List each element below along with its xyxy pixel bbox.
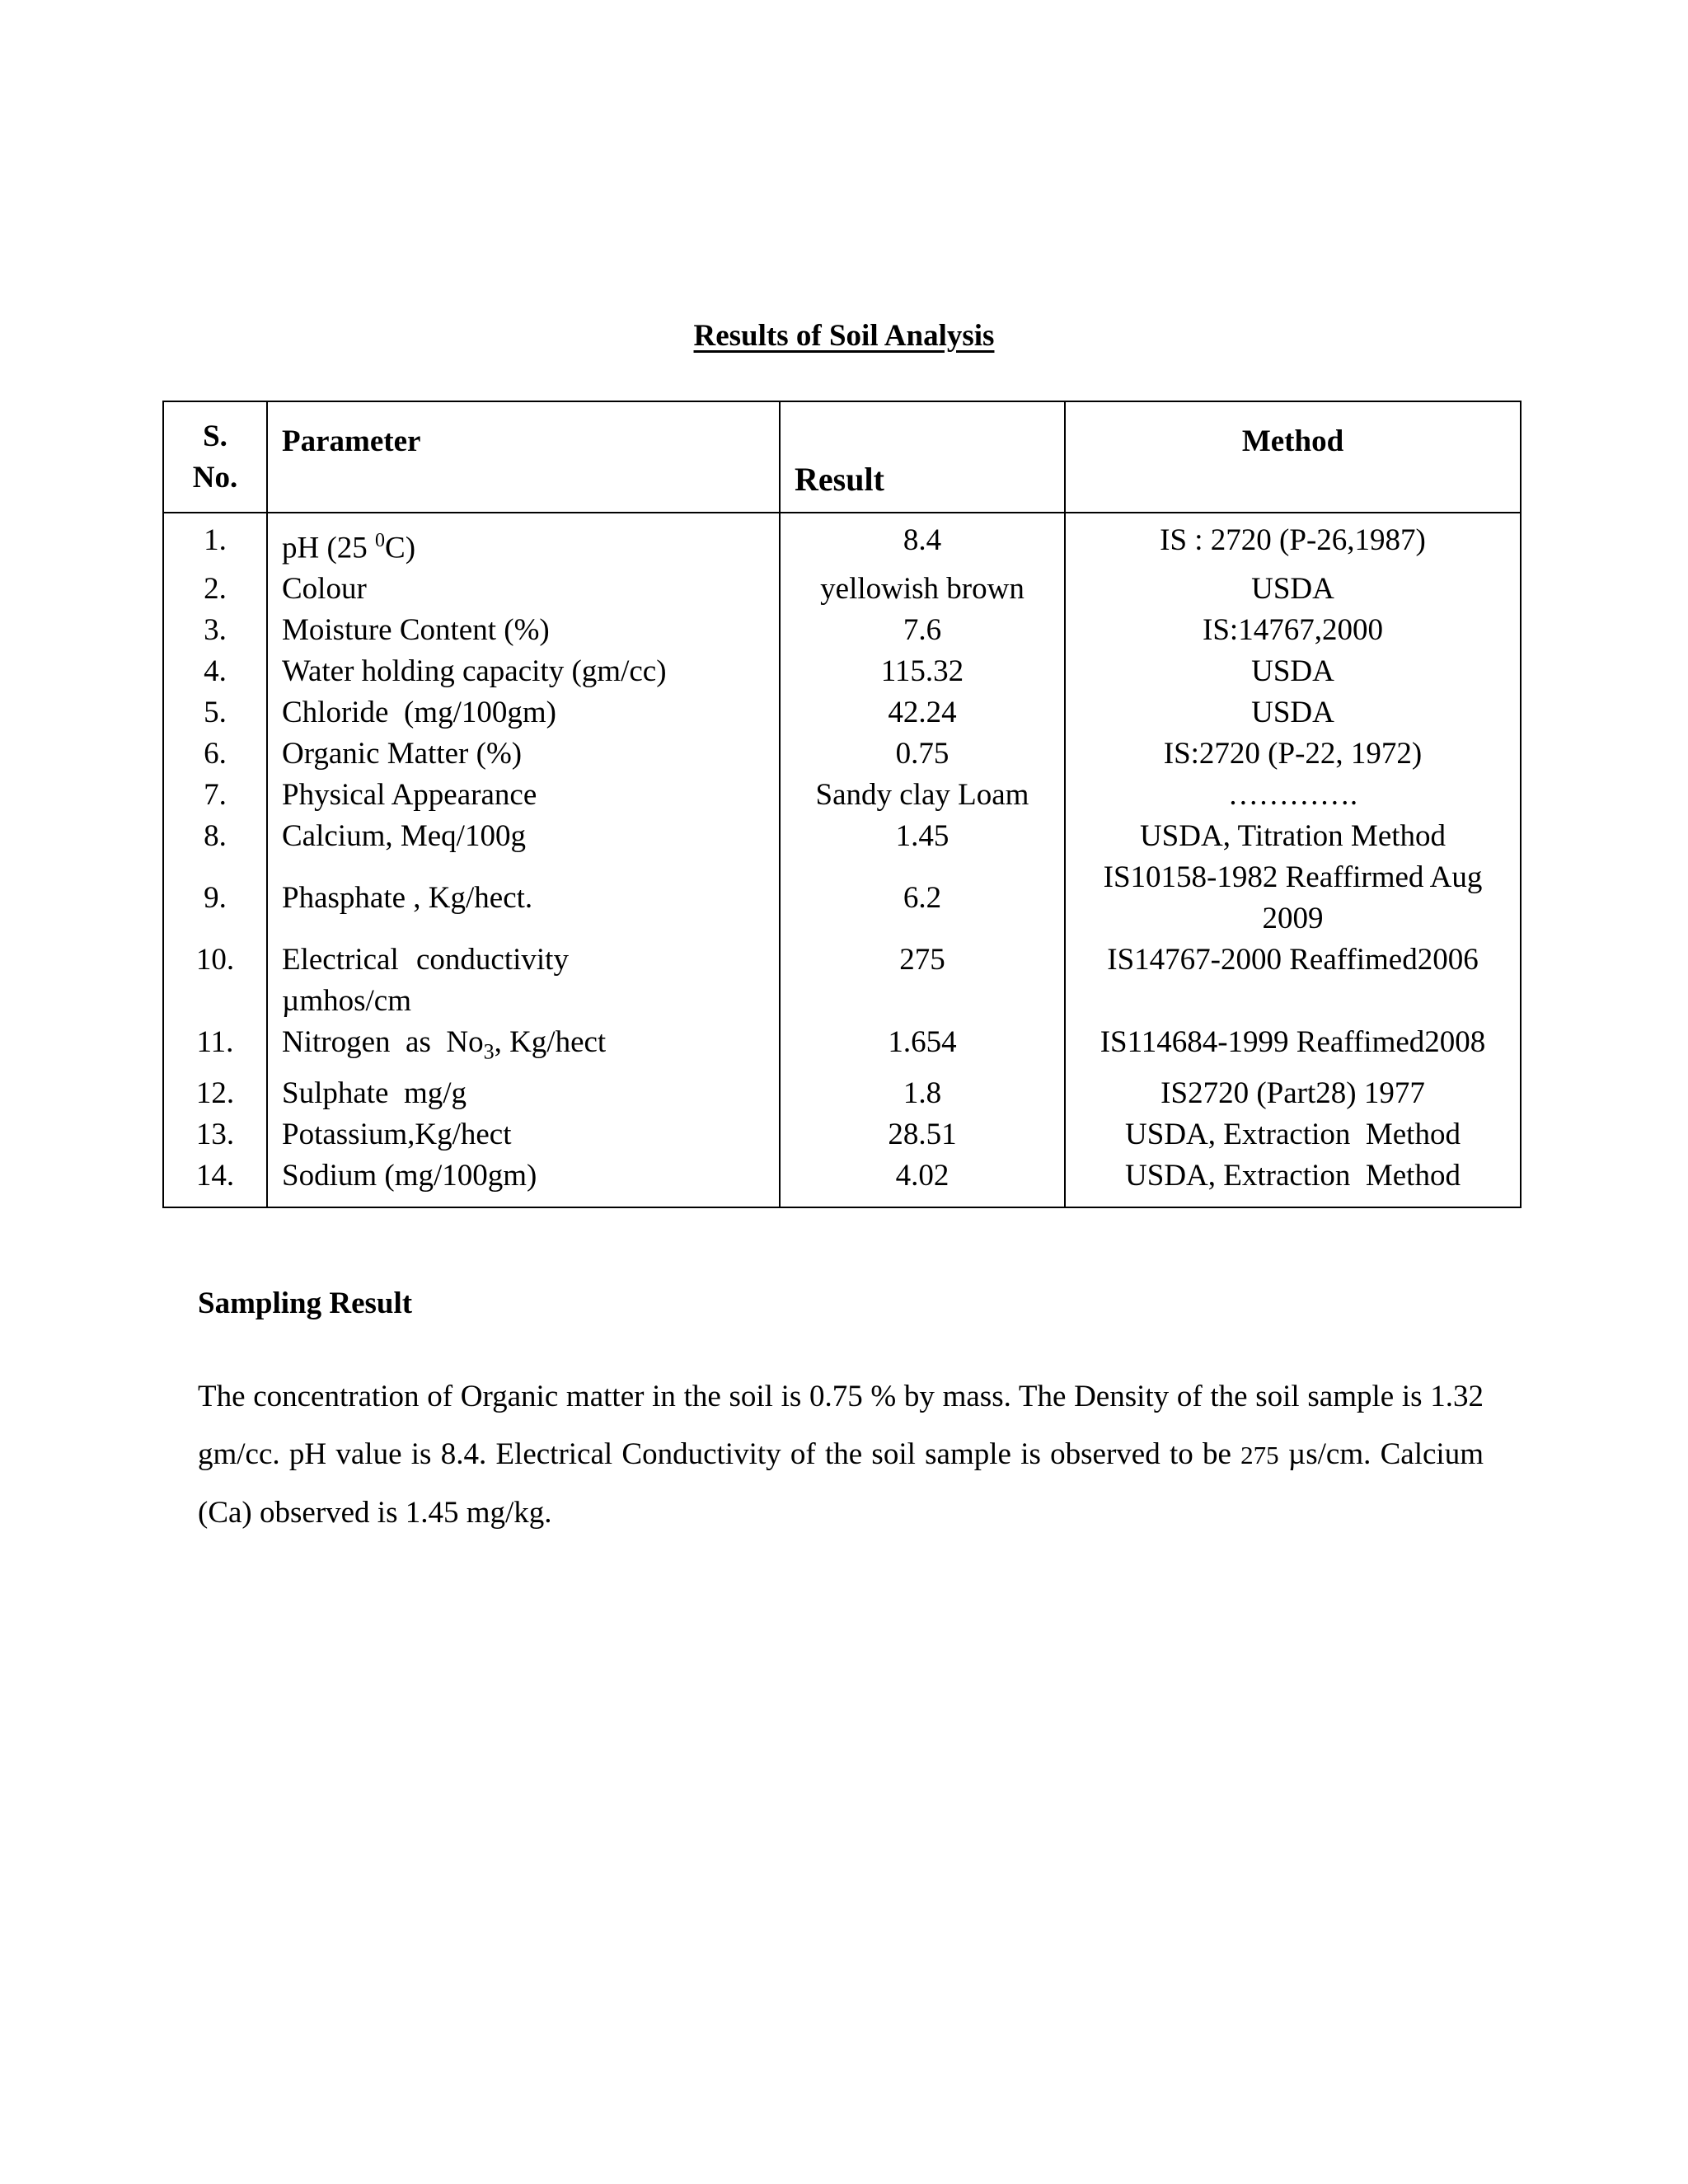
row-parameter: pH (25 $^0$C) bbox=[267, 513, 780, 569]
row-parameter: Physical Appearance bbox=[267, 775, 780, 816]
row-result: Sandy clay Loam bbox=[780, 775, 1065, 816]
row-parameter: Water holding capacity (gm/cc) bbox=[267, 651, 780, 692]
row-result: 1.654 bbox=[780, 1022, 1065, 1072]
row-parameter: Calcium, Meq/100g bbox=[267, 816, 780, 857]
soil-analysis-table bbox=[162, 401, 1522, 1208]
row-sno: 9. bbox=[163, 857, 267, 940]
row-method: USDA, Extraction Method bbox=[1065, 1114, 1521, 1155]
row-sno: 14. bbox=[163, 1155, 267, 1207]
table-header-row bbox=[163, 401, 1521, 513]
sampling-paragraph: The concentration of Organic matter in the soil is 0.75 % by mass. The Density of the soil sample is 1.32 gm/cc. pH value is 8.4. Electrical Conductivity of the soil sample is observed to be 275 µs/cm. Calcium (Ca) observed is 1.45 mg/kg. bbox=[198, 1380, 1484, 1530]
row-sno: 4. bbox=[163, 651, 267, 692]
row-sno: 11. bbox=[163, 1022, 267, 1072]
row-parameter: Sodium (mg/100gm) bbox=[267, 1155, 780, 1207]
row-method: IS114684-1999 Reaffimed2008 bbox=[1065, 1022, 1521, 1072]
header-parameter: Parameter bbox=[267, 401, 780, 513]
row-sno: 12. bbox=[163, 1073, 267, 1114]
row-sno: 5. bbox=[163, 692, 267, 733]
row-parameter: Nitrogen as $No_3$, Kg/hect bbox=[267, 1022, 780, 1072]
section-heading: Sampling Result bbox=[198, 1286, 413, 1320]
row-method: IS10158-1982 Reaffirmed Aug 2009 bbox=[1065, 857, 1521, 940]
row-method: …………. bbox=[1065, 775, 1521, 816]
row-parameter: Phasphate , Kg/hect. bbox=[267, 857, 780, 940]
row-parameter: Sulphate mg/g bbox=[267, 1073, 780, 1114]
row-sno: 7. bbox=[163, 775, 267, 816]
row-method: IS:2720 (P-22, 1972) bbox=[1065, 733, 1521, 775]
row-sno: 2. bbox=[163, 569, 267, 610]
row-method: USDA bbox=[1065, 569, 1521, 610]
row-sno: 6. bbox=[163, 733, 267, 775]
row-parameter: Colour bbox=[267, 569, 780, 610]
table-row bbox=[163, 940, 1521, 1022]
table-row bbox=[163, 513, 1521, 569]
row-method: USDA bbox=[1065, 692, 1521, 733]
table-row bbox=[163, 775, 1521, 816]
row-parameter: Moisture Content (%) bbox=[267, 610, 780, 651]
row-result: 28.51 bbox=[780, 1114, 1065, 1155]
row-method: USDA, Titration Method bbox=[1065, 816, 1521, 857]
row-parameter: Chloride (mg/100gm) bbox=[267, 692, 780, 733]
header-result: Result bbox=[780, 401, 1065, 513]
row-method: IS : 2720 (P-26,1987) bbox=[1065, 513, 1521, 569]
row-parameter: Potassium,Kg/hect bbox=[267, 1114, 780, 1155]
row-result: 7.6 bbox=[780, 610, 1065, 651]
table-row bbox=[163, 857, 1521, 940]
table-row bbox=[163, 610, 1521, 651]
row-result: 0.75 bbox=[780, 733, 1065, 775]
row-result: 4.02 bbox=[780, 1155, 1065, 1207]
table-row bbox=[163, 816, 1521, 857]
row-result: 115.32 bbox=[780, 651, 1065, 692]
row-result: 42.24 bbox=[780, 692, 1065, 733]
row-parameter: Electrical conductivity µmhos/cm bbox=[267, 940, 780, 1022]
row-result: 1.8 bbox=[780, 1073, 1065, 1114]
table-row bbox=[163, 1114, 1521, 1155]
row-method: IS14767-2000 Reaffimed2006 bbox=[1065, 940, 1521, 1022]
row-result: 6.2 bbox=[780, 857, 1065, 940]
row-sno: 3. bbox=[163, 610, 267, 651]
row-parameter: Organic Matter (%) bbox=[267, 733, 780, 775]
row-result: yellowish brown bbox=[780, 569, 1065, 610]
table-row bbox=[163, 569, 1521, 610]
row-sno: 1. bbox=[163, 513, 267, 569]
table-row bbox=[163, 1022, 1521, 1072]
row-result: 275 bbox=[780, 940, 1065, 1022]
row-sno: 8. bbox=[163, 816, 267, 857]
table-row bbox=[163, 651, 1521, 692]
table-row bbox=[163, 692, 1521, 733]
row-result: 1.45 bbox=[780, 816, 1065, 857]
row-method: IS2720 (Part28) 1977 bbox=[1065, 1073, 1521, 1114]
header-sno: S. No. bbox=[163, 401, 267, 513]
page-title: Results of Soil Analysis bbox=[693, 319, 995, 353]
row-sno: 13. bbox=[163, 1114, 267, 1155]
table-row bbox=[163, 1155, 1521, 1207]
row-method: USDA bbox=[1065, 651, 1521, 692]
table-row bbox=[163, 733, 1521, 775]
row-sno: 10. bbox=[163, 940, 267, 1022]
row-method: USDA, Extraction Method bbox=[1065, 1155, 1521, 1207]
row-method: IS:14767,2000 bbox=[1065, 610, 1521, 651]
table-row bbox=[163, 1073, 1521, 1114]
header-method: Method bbox=[1065, 401, 1521, 513]
row-result: 8.4 bbox=[780, 513, 1065, 569]
